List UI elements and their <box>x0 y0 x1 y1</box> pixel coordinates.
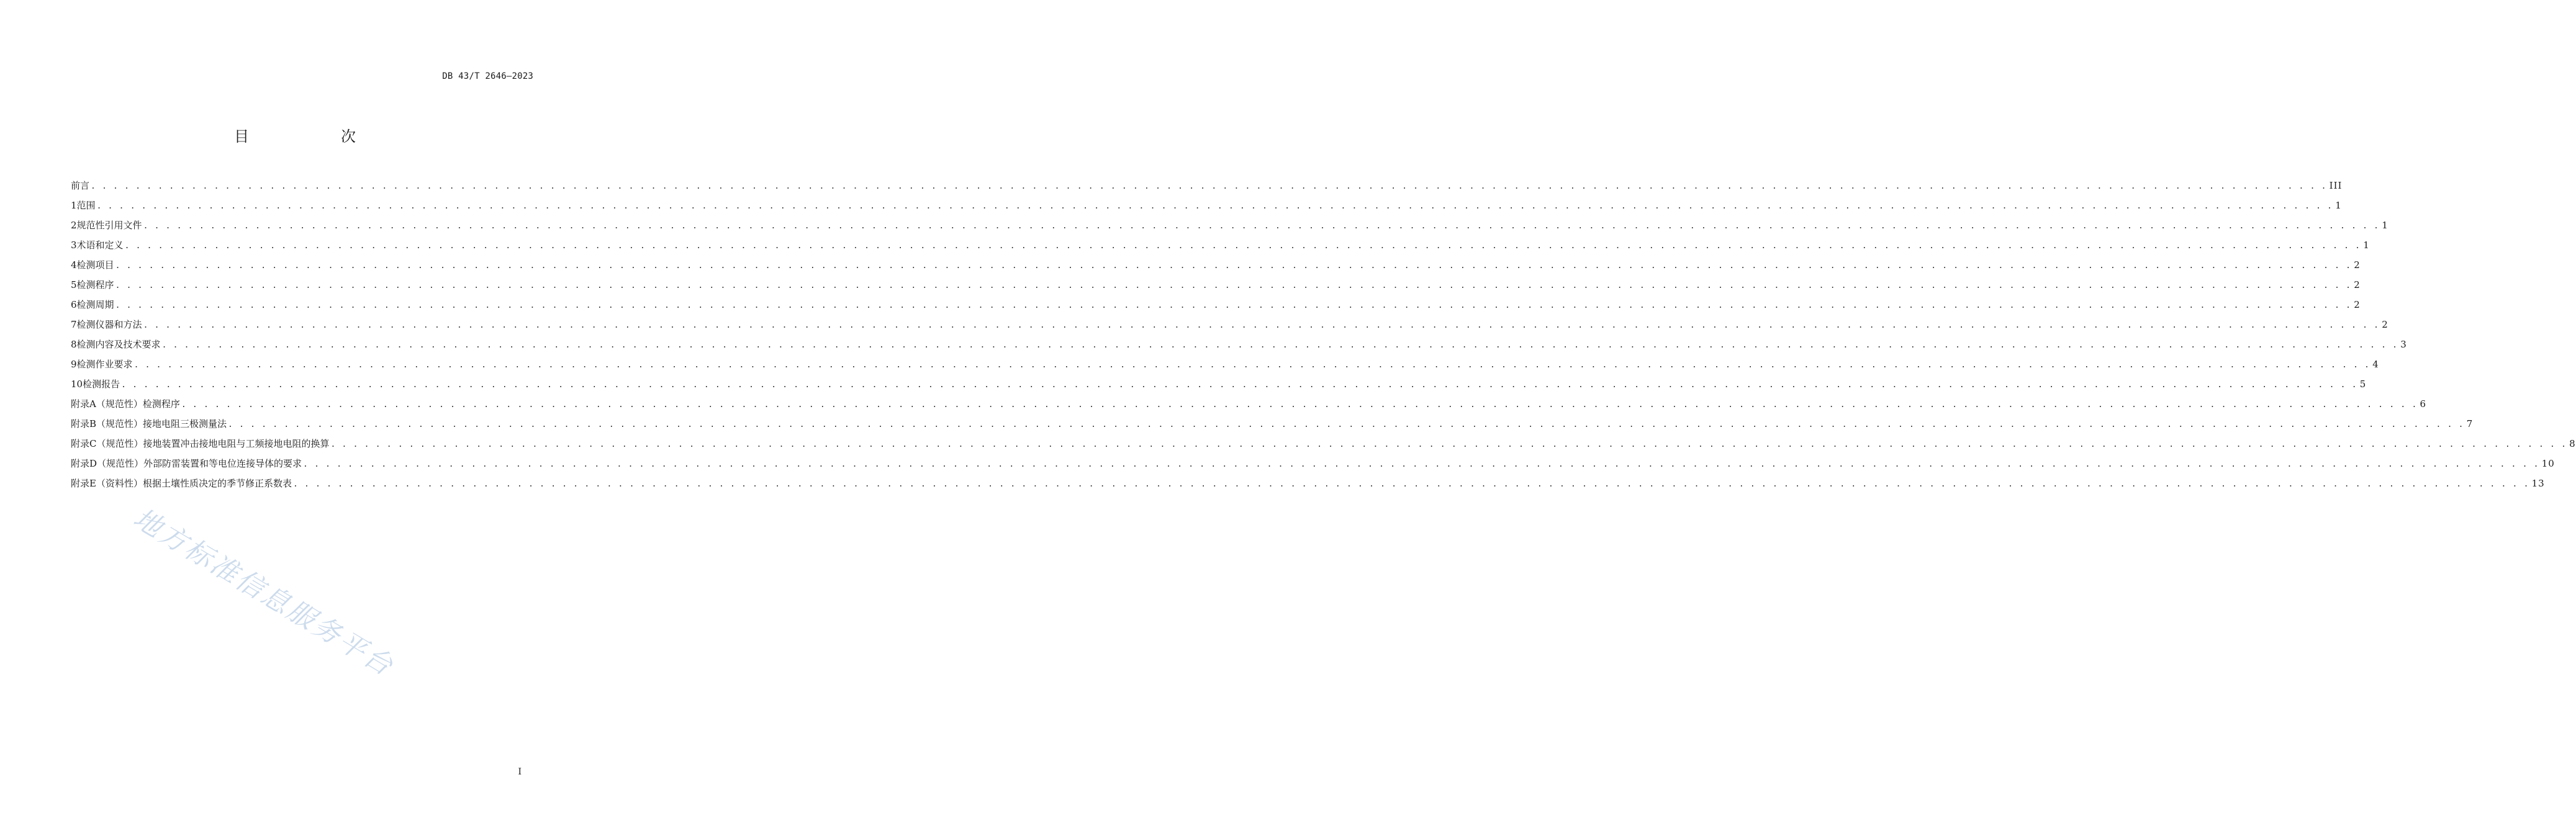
toc-entry[interactable] <box>71 397 2427 416</box>
toc-entry-title: 接地电阻三极测量法 <box>143 418 227 429</box>
toc-entry[interactable] <box>71 456 2555 476</box>
toc-entry-number: 7 <box>71 319 77 330</box>
toc-entry-appendix-label: 附录A（规范性） <box>71 398 143 410</box>
toc-entry-title: 术语和定义 <box>76 240 124 251</box>
toc-entry-number: 3 <box>71 240 77 251</box>
toc-entry-page: 2 <box>2354 279 2361 290</box>
toc-dot-leader: . . . . . . . . . . . . . . . . . . . . . . . . . . . . . . . . . . . . . . . . . . . . . . . . . . . . . . . . . . . . . . . . . . . . . . . . . . . . . . . . . . . . . . . . . . . . . . . . . . . . . . . . . . . . . . . . . . . . . . . . . . . . . . . . . . . . . . . . . . . . . . . . . . . . . . . . . . . . . . . . . . . . . . . . . . . . . . . . . . . . . . . . . . . . . . . . . . . . . . . . <box>143 222 2380 231</box>
toc-dot-leader: . . . . . . . . . . . . . . . . . . . . . . . . . . . . . . . . . . . . . . . . . . . . . . . . . . . . . . . . . . . . . . . . . . . . . . . . . . . . . . . . . . . . . . . . . . . . . . . . . . . . . . . . . . . . . . . . . . . . . . . . . . . . . . . . . . . . . . . . . . . . . . . . . . . . . . . . . . . . . . . . . . . . . . . . . . . . . . . . . . . . . . . . . . . . . . . . . . . . . . . . <box>115 301 2352 310</box>
toc-entry[interactable] <box>71 258 2361 277</box>
toc-entry-page: 10 <box>2541 458 2555 469</box>
toc-entry[interactable] <box>71 317 2388 337</box>
toc-entry[interactable] <box>71 416 2474 436</box>
toc-dot-leader: . . . . . . . . . . . . . . . . . . . . . . . . . . . . . . . . . . . . . . . . . . . . . . . . . . . . . . . . . . . . . . . . . . . . . . . . . . . . . . . . . . . . . . . . . . . . . . . . . . . . . . . . . . . . . . . . . . . . . . . . . . . . . . . . . . . . . . . . . . . . . . . . . . . . . . . . . . . . . . . . . . . . . . . . . . . . . . . . . . . . . . . . . . . . . . . . . . . . . . . . <box>121 380 2357 390</box>
toc-entry-page: 2 <box>2382 319 2388 330</box>
document-code: DB 43/T 2646—2023 <box>442 71 533 81</box>
toc-entry[interactable] <box>71 297 2361 317</box>
toc-dot-leader: . . . . . . . . . . . . . . . . . . . . . . . . . . . . . . . . . . . . . . . . . . . . . . . . . . . . . . . . . . . . . . . . . . . . . . . . . . . . . . . . . . . . . . . . . . . . . . . . . . . . . . . . . . . . . . . . . . . . . . . . . . . . . . . . . . . . . . . . . . . . . . . . . . . . . . . . . . . . . . . . . . . . . . . . . . . . . . . . . . . . . . . . . . . . . . . . . . . . . . . . <box>143 321 2380 330</box>
toc-entry-title: 规范性引用文件 <box>76 220 142 231</box>
toc-entry[interactable] <box>71 198 2342 218</box>
toc-entry[interactable] <box>71 476 2545 496</box>
toc-dot-leader: . . . . . . . . . . . . . . . . . . . . . . . . . . . . . . . . . . . . . . . . . . . . . . . . . . . . . . . . . . . . . . . . . . . . . . . . . . . . . . . . . . . . . . . . . . . . . . . . . . . . . . . . . . . . . . . . . . . . . . . . . . . . . . . . . . . . . . . . . . . . . . . . . . . . . . . . . . . . . . . . . . . . . . . . . . . . . . . . . . . . . . . . . . . . . . . . . . . . . . . . <box>303 460 2539 469</box>
watermark-text: 地方标准信息服务平台 <box>128 502 400 683</box>
toc-entry-page: 1 <box>2335 200 2342 211</box>
toc-entry-title: 检测程序 <box>76 279 114 290</box>
toc-entry[interactable] <box>71 337 2407 357</box>
toc-entry[interactable] <box>71 218 2388 238</box>
toc-dot-leader: . . . . . . . . . . . . . . . . . . . . . . . . . . . . . . . . . . . . . . . . . . . . . . . . . . . . . . . . . . . . . . . . . . . . . . . . . . . . . . . . . . . . . . . . . . . . . . . . . . . . . . . . . . . . . . . . . . . . . . . . . . . . . . . . . . . . . . . . . . . . . . . . . . . . . . . . . . . . . . . . . . . . . . . . . . . . . . . . . . . . . . . . . . . . . . . . . . . . . . . . <box>115 261 2352 271</box>
toc-entry[interactable] <box>71 377 2367 397</box>
toc-dot-leader: . . . . . . . . . . . . . . . . . . . . . . . . . . . . . . . . . . . . . . . . . . . . . . . . . . . . . . . . . . . . . . . . . . . . . . . . . . . . . . . . . . . . . . . . . . . . . . . . . . . . . . . . . . . . . . . . . . . . . . . . . . . . . . . . . . . . . . . . . . . . . . . . . . . . . . . . . . . . . . . . . . . . . . . . . . . . . . . . . . . . . . . . . . . . . . . . . . . . . . . . <box>330 440 2567 449</box>
toc-entry-title: 范围 <box>76 200 96 211</box>
toc-entry-title: 根据土壤性质决定的季节修正系数表 <box>142 478 292 489</box>
toc-entry[interactable] <box>71 436 2576 456</box>
page-number: I <box>518 767 522 777</box>
toc-entry-page: 13 <box>2531 478 2545 489</box>
toc-entry-number: 2 <box>71 220 77 231</box>
toc-entry-page: 1 <box>2363 240 2370 251</box>
toc-dot-leader: . . . . . . . . . . . . . . . . . . . . . . . . . . . . . . . . . . . . . . . . . . . . . . . . . . . . . . . . . . . . . . . . . . . . . . . . . . . . . . . . . . . . . . . . . . . . . . . . . . . . . . . . . . . . . . . . . . . . . . . . . . . . . . . . . . . . . . . . . . . . . . . . . . . . . . . . . . . . . . . . . . . . . . . . . . . . . . . . . . . . . . . . . . . . . . . . . . . . . . . . <box>91 182 2327 191</box>
toc-entry-page: 2 <box>2354 259 2361 271</box>
toc-entry-title: 检测内容及技术要求 <box>76 339 161 350</box>
toc-entry-title: 检测仪器和方法 <box>76 319 142 330</box>
toc-entry-page: 6 <box>2420 398 2427 410</box>
toc-entry-page: 5 <box>2359 379 2367 390</box>
toc-entry-number: 1 <box>71 200 77 211</box>
toc-entry-page: 3 <box>2400 339 2407 350</box>
toc-entry-appendix-label: 附录D（规范性） <box>71 458 144 469</box>
toc-dot-leader: . . . . . . . . . . . . . . . . . . . . . . . . . . . . . . . . . . . . . . . . . . . . . . . . . . . . . . . . . . . . . . . . . . . . . . . . . . . . . . . . . . . . . . . . . . . . . . . . . . . . . . . . . . . . . . . . . . . . . . . . . . . . . . . . . . . . . . . . . . . . . . . . . . . . . . . . . . . . . . . . . . . . . . . . . . . . . . . . . . . . . . . . . . . . . . . . . . . . . . . . <box>181 400 2418 410</box>
toc-dot-leader: . . . . . . . . . . . . . . . . . . . . . . . . . . . . . . . . . . . . . . . . . . . . . . . . . . . . . . . . . . . . . . . . . . . . . . . . . . . . . . . . . . . . . . . . . . . . . . . . . . . . . . . . . . . . . . . . . . . . . . . . . . . . . . . . . . . . . . . . . . . . . . . . . . . . . . . . . . . . . . . . . . . . . . . . . . . . . . . . . . . . . . . . . . . . . . . . . . . . . . . . <box>292 480 2529 489</box>
toc-dot-leader: . . . . . . . . . . . . . . . . . . . . . . . . . . . . . . . . . . . . . . . . . . . . . . . . . . . . . . . . . . . . . . . . . . . . . . . . . . . . . . . . . . . . . . . . . . . . . . . . . . . . . . . . . . . . . . . . . . . . . . . . . . . . . . . . . . . . . . . . . . . . . . . . . . . . . . . . . . . . . . . . . . . . . . . . . . . . . . . . . . . . . . . . . . . . . . . . . . . . . . . . <box>115 281 2352 290</box>
toc-entry-page: III <box>2329 180 2343 191</box>
toc-dot-leader: . . . . . . . . . . . . . . . . . . . . . . . . . . . . . . . . . . . . . . . . . . . . . . . . . . . . . . . . . . . . . . . . . . . . . . . . . . . . . . . . . . . . . . . . . . . . . . . . . . . . . . . . . . . . . . . . . . . . . . . . . . . . . . . . . . . . . . . . . . . . . . . . . . . . . . . . . . . . . . . . . . . . . . . . . . . . . . . . . . . . . . . . . . . . . . . . . . . . . . . . <box>161 341 2398 350</box>
toc-entry-number: 4 <box>71 259 77 271</box>
toc-entry-number: 9 <box>71 359 77 370</box>
toc-entry[interactable] <box>71 277 2361 297</box>
toc-entry[interactable] <box>71 357 2379 377</box>
toc-entry-page: 7 <box>2466 418 2474 429</box>
toc-entry-title: 检测周期 <box>76 299 114 310</box>
toc-dot-leader: . . . . . . . . . . . . . . . . . . . . . . . . . . . . . . . . . . . . . . . . . . . . . . . . . . . . . . . . . . . . . . . . . . . . . . . . . . . . . . . . . . . . . . . . . . . . . . . . . . . . . . . . . . . . . . . . . . . . . . . . . . . . . . . . . . . . . . . . . . . . . . . . . . . . . . . . . . . . . . . . . . . . . . . . . . . . . . . . . . . . . . . . . . . . . . . . . . . . . . . . <box>96 202 2333 211</box>
toc-entry-number: 8 <box>71 339 77 350</box>
toc-entry-title: 前言 <box>71 180 90 191</box>
toc-dot-leader: . . . . . . . . . . . . . . . . . . . . . . . . . . . . . . . . . . . . . . . . . . . . . . . . . . . . . . . . . . . . . . . . . . . . . . . . . . . . . . . . . . . . . . . . . . . . . . . . . . . . . . . . . . . . . . . . . . . . . . . . . . . . . . . . . . . . . . . . . . . . . . . . . . . . . . . . . . . . . . . . . . . . . . . . . . . . . . . . . . . . . . . . . . . . . . . . . . . . . . . . <box>228 420 2464 429</box>
toc-entry-title: 检测项目 <box>76 259 114 271</box>
toc-entry-title: 检测报告 <box>83 379 120 390</box>
toc-entry-title: 外部防雷装置和等电位连接导体的要求 <box>143 458 302 469</box>
page-title: 目 次 <box>234 128 394 145</box>
toc-entry[interactable] <box>71 238 2370 258</box>
toc-entry-number: 10 <box>71 379 83 390</box>
toc-dot-leader: . . . . . . . . . . . . . . . . . . . . . . . . . . . . . . . . . . . . . . . . . . . . . . . . . . . . . . . . . . . . . . . . . . . . . . . . . . . . . . . . . . . . . . . . . . . . . . . . . . . . . . . . . . . . . . . . . . . . . . . . . . . . . . . . . . . . . . . . . . . . . . . . . . . . . . . . . . . . . . . . . . . . . . . . . . . . . . . . . . . . . . . . . . . . . . . . . . . . . . . . <box>124 241 2361 251</box>
toc-entry-title: 检测作业要求 <box>76 359 133 370</box>
toc-entry[interactable] <box>71 178 2343 198</box>
toc-entry-page: 2 <box>2354 299 2361 310</box>
toc-entry-title: 检测程序 <box>142 398 180 410</box>
toc-entry-page: 4 <box>2372 359 2379 370</box>
toc-entry-appendix-label: 附录E（资料性） <box>71 478 143 489</box>
toc-entry-page: 1 <box>2382 220 2388 231</box>
toc-entry-appendix-label: 附录B（规范性） <box>71 418 143 429</box>
toc-dot-leader: . . . . . . . . . . . . . . . . . . . . . . . . . . . . . . . . . . . . . . . . . . . . . . . . . . . . . . . . . . . . . . . . . . . . . . . . . . . . . . . . . . . . . . . . . . . . . . . . . . . . . . . . . . . . . . . . . . . . . . . . . . . . . . . . . . . . . . . . . . . . . . . . . . . . . . . . . . . . . . . . . . . . . . . . . . . . . . . . . . . . . . . . . . . . . . . . . . . . . . . . <box>133 361 2370 370</box>
toc-entry-title: 接地装置冲击接地电阻与工频接地电阻的换算 <box>143 438 330 449</box>
table-of-contents <box>71 178 2576 496</box>
toc-entry-number: 6 <box>71 299 77 310</box>
toc-entry-appendix-label: 附录C（规范性） <box>71 438 143 449</box>
toc-entry-page: 8 <box>2569 438 2576 449</box>
toc-entry-number: 5 <box>71 279 77 290</box>
